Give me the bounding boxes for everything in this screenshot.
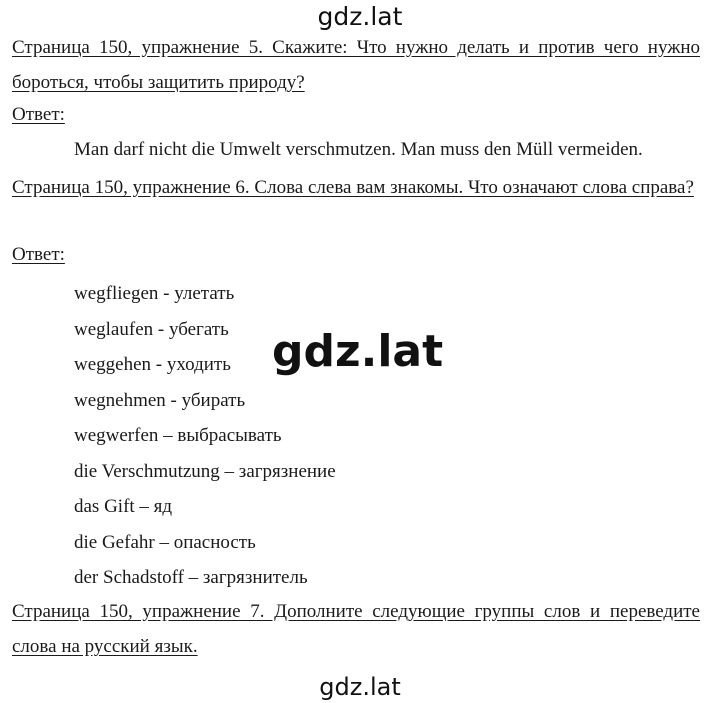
vocabulary-item: die Verschmutzung – загрязнение <box>74 460 336 482</box>
exercise-6-question: Страница 150, упражнение 6. Слова слева вам знакомы. Что означают слова справа? <box>12 177 694 198</box>
exercise-7-question: Страница 150, упражнение 7. Дополните следующие группы слов и переведите слова на русский язык. <box>12 601 700 657</box>
exercise-6-answer-label: Ответ: <box>12 244 65 265</box>
vocabulary-item: weglaufen - убегать <box>74 318 229 340</box>
vocabulary-item: das Gift – яд <box>74 496 173 517</box>
vocabulary-item: die Gefahr – опасность <box>74 531 256 553</box>
vocabulary-item: wegfliegen - улетать <box>74 283 235 304</box>
exercise-5-answer-text: Man darf nicht die Umwelt verschmutzen. Man muss den Müll vermeiden. <box>74 139 643 160</box>
exercise-5-answer-label: Ответ: <box>12 104 65 125</box>
vocabulary-item: weggehen - уходить <box>74 354 231 375</box>
vocabulary-item: wegwerfen – выбрасывать <box>74 425 282 446</box>
vocabulary-item: der Schadstoff – загрязнитель <box>74 567 308 588</box>
watermark-center: gdz.lat <box>272 326 444 377</box>
vocabulary-item: wegnehmen - убирать <box>74 389 246 411</box>
exercise-5-question: Страница 150, упражнение 5. Скажите: Что нужно делать и против чего нужно бороться, чтобы защитить природу? <box>12 37 700 93</box>
watermark-bottom: gdz.lat <box>319 673 401 701</box>
vocabulary-list <box>74 276 336 596</box>
watermark-top: gdz.lat <box>317 2 403 31</box>
